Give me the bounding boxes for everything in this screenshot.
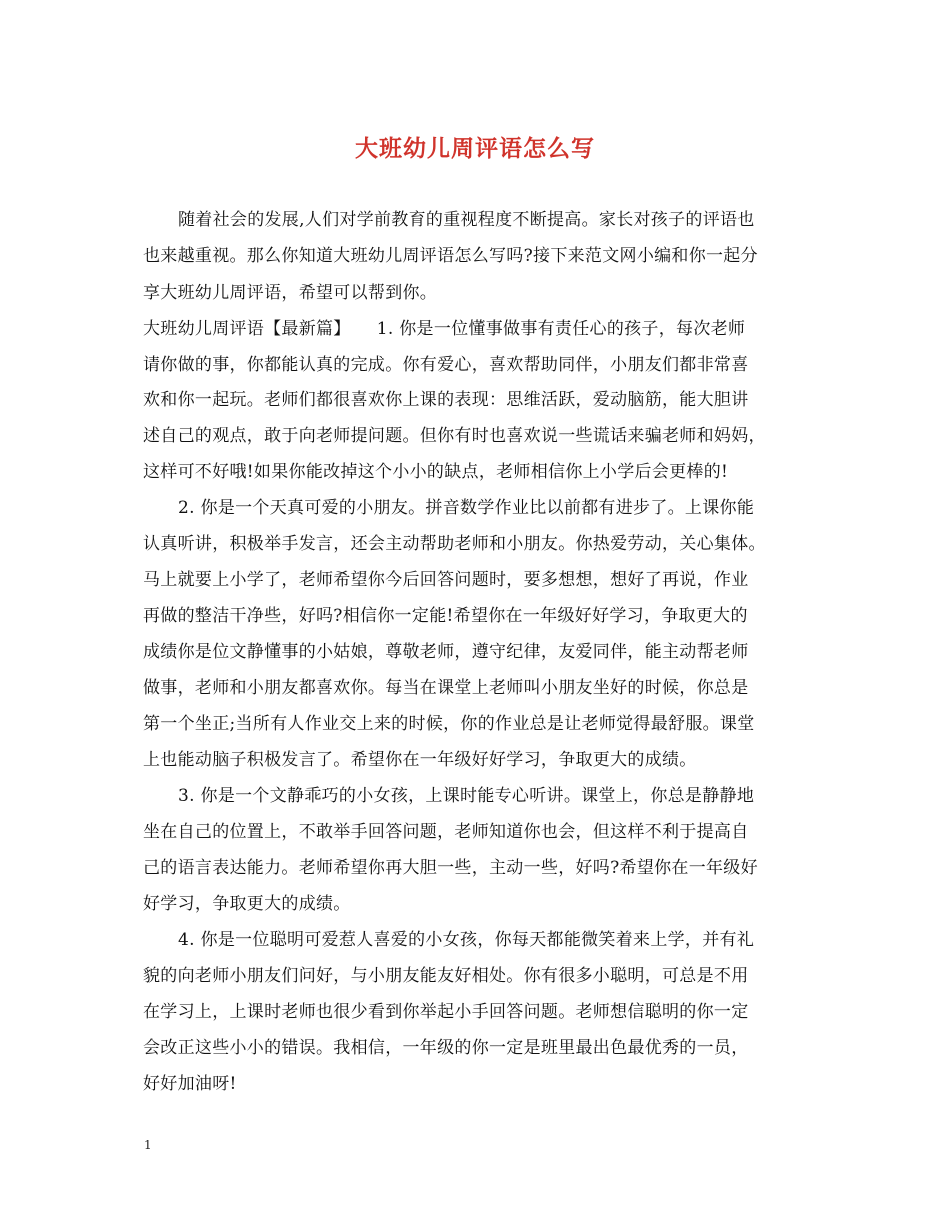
paragraph-line: 在学习上，上课时老师也很少看到你举起小手回答问题。老师想信聪明的你一定 bbox=[143, 1002, 749, 1022]
paragraph-line: 成绩你是位文静懂事的小姑娘，尊敬老师，遵守纪律，友爱同伴，能主动帮老师 bbox=[143, 642, 749, 662]
paragraph-line: 欢和你一起玩。老师们都很喜欢你上课的表现：思维活跃，爱动脑筋，能大胆讲 bbox=[143, 390, 749, 410]
paragraph-line: 随着社会的发展,人们对学前教育的重视程度不断提高。家长对孩子的评语也 bbox=[178, 210, 755, 230]
paragraph-line: 也来越重视。那么你知道大班幼儿周评语怎么写吗?接下来范文网小编和你一起分 bbox=[143, 246, 758, 266]
paragraph-line: 2. 你是一个天真可爱的小朋友。拼音数学作业比以前都有进步了。上课你能 bbox=[178, 498, 755, 518]
paragraph-line: 认真听讲，积极举手发言，还会主动帮助老师和小朋友。你热爱劳动，关心集体。 bbox=[143, 534, 766, 554]
paragraph-line: 请你做的事，你都能认真的完成。你有爱心，喜欢帮助同伴，小朋友们都非常喜 bbox=[143, 355, 749, 375]
paragraph-line: 坐在自己的位置上，不敢举手回答问题，老师知道你也会，但这样不利于提高自 bbox=[143, 822, 749, 842]
paragraph-line: 4. 你是一位聪明可爱惹人喜爱的小女孩，你每天都能微笑着来上学，并有礼 bbox=[178, 930, 755, 950]
paragraph-line: 会改正这些小小的错误。我相信，一年级的你一定是班里最出色最优秀的一员， bbox=[143, 1038, 749, 1058]
paragraph-line: 述自己的观点，敢于向老师提问题。但你有时也喜欢说一些谎话来骗老师和妈妈， bbox=[143, 426, 766, 446]
paragraph-line: 做事，老师和小朋友都喜欢你。每当在课堂上老师叫小朋友坐好的时候，你总是 bbox=[143, 678, 749, 698]
paragraph-line: 这样可不好哦!如果你能改掉这个小小的缺点，老师相信你上小学后会更棒的! bbox=[143, 462, 729, 482]
paragraph-line: 大班幼儿周评语【最新篇】 1. 你是一位懂事做事有责任心的孩子，每次老师 bbox=[143, 319, 746, 339]
document-title: 大班幼儿周评语怎么写 bbox=[355, 135, 595, 162]
paragraph-line: 再做的整洁干净些，好吗?相信你一定能!希望你在一年级好好学习，争取更大的 bbox=[143, 606, 748, 626]
paragraph-line: 3. 你是一个文静乖巧的小女孩，上课时能专心听讲。课堂上，你总是静静地 bbox=[178, 786, 755, 806]
paragraph-line: 享大班幼儿周评语，希望可以帮到你。 bbox=[143, 283, 438, 303]
paragraph-line: 马上就要上小学了，老师希望你今后回答问题时，要多想想，想好了再说，作业 bbox=[143, 570, 749, 590]
paragraph-line: 好好加油呀! bbox=[143, 1074, 237, 1094]
paragraph-line: 貌的向老师小朋友们问好，与小朋友能友好相处。你有很多小聪明，可总是不用 bbox=[143, 966, 749, 986]
page-number: 1 bbox=[144, 1138, 152, 1152]
paragraph-line: 第一个坐正;当所有人作业交上来的时候，你的作业总是让老师觉得最舒服。课堂 bbox=[143, 714, 755, 734]
paragraph-line: 己的语言表达能力。老师希望你再大胆一些，主动一些，好吗?希望你在一年级好 bbox=[143, 858, 758, 878]
paragraph-line: 好学习，争取更大的成绩。 bbox=[143, 894, 351, 914]
paragraph-line: 上也能动脑子积极发言了。希望你在一年级好好学习，争取更大的成绩。 bbox=[143, 750, 697, 770]
